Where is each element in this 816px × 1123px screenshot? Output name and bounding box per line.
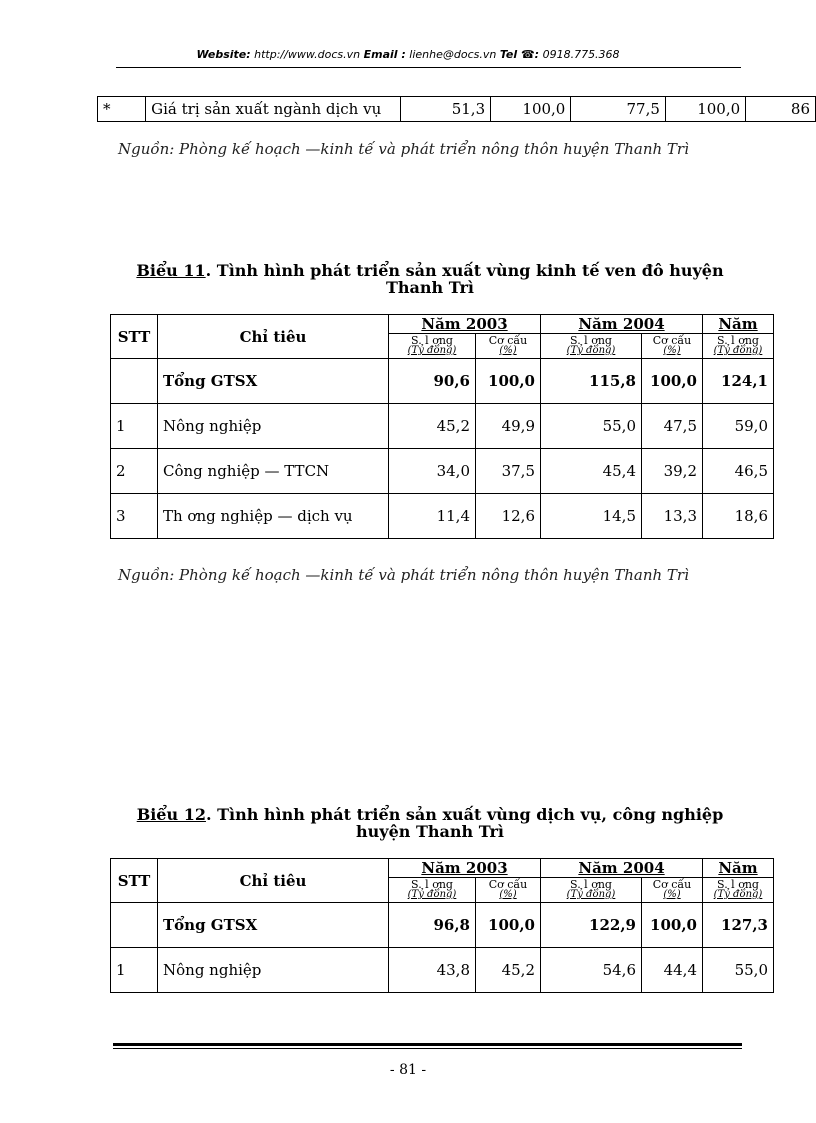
row-mark: * [98,97,146,122]
footer-divider-thin [113,1048,742,1049]
tel-value: 0918.775.368 [539,48,620,61]
website-value: http://www.docs.vn [250,48,364,61]
table12-title-line2: huyện Thanh Trì [356,822,504,841]
table11 [110,314,774,539]
table12-title-prefix: Biểu 12 [136,805,206,824]
sub-quantity: S. l ợng (Tỷ đồng) [389,334,476,359]
table12-title-rest: . Tình hình phát triển sản xuất vùng dịch vụ, công nghiệp [205,805,724,824]
row-v1: 51,3 [401,97,491,122]
page-number: - 81 - [389,1062,427,1078]
header-stt: STT [111,859,158,903]
row-v5: 86 [746,97,816,122]
row-name: Giá trị sản xuất ngành dịch vụ [146,97,401,122]
website-label: Website: [196,48,251,61]
footer-divider-thick [113,1043,742,1046]
table11-title-line2: Thanh Trì [386,278,474,297]
sub-structure: Cơ cấu (%) [642,334,703,359]
table-row: 2 Công nghiệp — TTCN 34,0 37,5 45,4 39,2 46,5 [111,449,774,494]
source-note: Nguồn: Phòng kế hoạch —kinh tế và phát triển nông thôn huyện Thanh Trì [118,140,689,158]
header-stt: STT [111,315,158,359]
header-divider [116,67,741,68]
sub-quantity: S. l ợng (Tỷ đồng) [703,334,774,359]
table12-title [110,806,750,840]
sub-structure: Cơ cấu (%) [642,878,703,903]
table11-title [110,262,750,296]
sub-quantity: S. l ợng (Tỷ đồng) [541,334,642,359]
table12 [110,858,774,993]
sub-structure: Cơ cấu (%) [476,878,541,903]
table-row: Tổng GTSX 90,6 100,0 115,8 100,0 124,1 [111,359,774,404]
source-note: Nguồn: Phòng kế hoạch —kinh tế và phát triển nông thôn huyện Thanh Trì [118,566,689,584]
row-v4: 100,0 [665,97,745,122]
row-v3: 77,5 [571,97,666,122]
row-v2: 100,0 [491,97,571,122]
header-year-2004: Năm 2004 [541,315,703,334]
table11-title-rest: . Tình hình phát triển sản xuất vùng kinh tế ven đô huyện [205,261,724,280]
header-year-2004: Năm 2004 [541,859,703,878]
table-row: Tổng GTSX 96,8 100,0 122,9 100,0 127,3 [111,903,774,948]
email-value: lienhe@docs.vn [405,48,500,61]
sub-quantity: S. l ợng (Tỷ đồng) [703,878,774,903]
table-row: 1 Nông nghiệp 45,2 49,9 55,0 47,5 59,0 [111,404,774,449]
sub-structure: Cơ cấu (%) [476,334,541,359]
table-row: 1 Nông nghiệp 43,8 45,2 54,6 44,4 55,0 [111,948,774,993]
email-label: Email : [363,48,406,61]
table11-title-prefix: Biểu 11 [136,261,206,280]
header-year-2003: Năm 2003 [389,315,541,334]
header-year-next: Năm [703,859,774,878]
continued-table-row [97,96,816,122]
page-header [0,48,816,61]
header-chitieu: Chỉ tiêu [158,315,389,359]
header-chitieu: Chỉ tiêu [158,859,389,903]
header-year-2003: Năm 2003 [389,859,541,878]
table-row: 3 Th ơng nghiệp — dịch vụ 11,4 12,6 14,5 13,3 18,6 [111,494,774,539]
sub-quantity: S. l ợng (Tỷ đồng) [389,878,476,903]
sub-quantity: S. l ợng (Tỷ đồng) [541,878,642,903]
header-year-next: Năm [703,315,774,334]
tel-label: Tel ☎: [499,48,540,61]
